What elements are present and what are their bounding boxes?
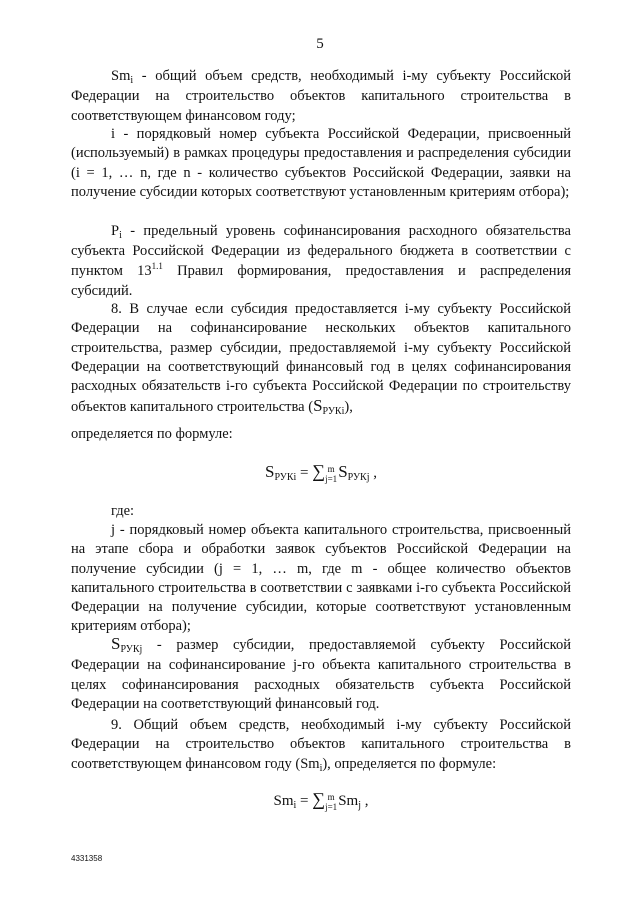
- formula2-lhs: Sm: [273, 793, 294, 809]
- clause-8-text-end: ),: [344, 399, 353, 416]
- clause-superscript: 1.1: [151, 260, 163, 271]
- where-text: где:: [111, 503, 135, 519]
- var-s-rukj-subscript: РУКj: [120, 644, 143, 655]
- var-sm-i-subscript: i: [319, 762, 323, 774]
- formula2-equals: =: [296, 793, 313, 809]
- formula1-sum-lower: j=1: [325, 473, 338, 484]
- var-sm: Sm: [111, 68, 131, 84]
- sm-definition-text: - общий объем средств, необходимый i-му субъекту Российской Федерации на строительство объектов капитального строительства в соответствующем финансовом году;: [71, 68, 571, 124]
- var-s: S: [313, 396, 323, 416]
- paragraph-i-definition: [71, 125, 571, 202]
- var-sm-subscript: i: [130, 75, 134, 86]
- formula1-end: ,: [369, 465, 377, 481]
- formula1-rhs-subscript: РУКj: [347, 472, 370, 483]
- formula2-end: ,: [360, 793, 369, 809]
- formula1-lhs: S: [264, 462, 275, 481]
- where-label: [71, 502, 571, 521]
- i-definition-text: i - порядковый номер субъекта Российской Федерации, присвоенный (используемый) в рамках процедуры предоставления и распределения субсидии (i = 1, … n, где n - количество субъектов Российской Федерации, заявки на получение субсидии которых соответствуют установленным критериям отбора);: [71, 126, 571, 200]
- formula-sm-i: [71, 790, 571, 812]
- pi-definition-text-a: - предельный уровень софинансирования расходного обязательства субъекта Российской Федерации из федерального бюджета в соответствии с пунктом 13: [71, 223, 571, 279]
- formula-s-ruki: [71, 462, 571, 484]
- var-sm-i: Sm: [300, 755, 320, 772]
- sum-icon: ∑: [312, 789, 326, 809]
- document-id: 4331358: [71, 854, 103, 863]
- formula1-sum-upper: m: [327, 463, 335, 474]
- clause-9-text-end: ), определяется по формуле:: [322, 755, 497, 772]
- paragraph-9: [71, 716, 571, 775]
- formula2-sum-lower: j=1: [325, 801, 338, 812]
- clause-8-formula-intro: определяется по формуле:: [71, 425, 233, 442]
- paragraph-j-definition: [71, 521, 571, 637]
- paragraph-sm-definition: [71, 67, 571, 126]
- paragraph-8: [71, 300, 571, 444]
- paragraph-pi-definition: [71, 222, 571, 301]
- var-p: P: [111, 223, 120, 239]
- formula2-rhs: Sm: [338, 793, 359, 809]
- sum-icon: ∑: [312, 461, 326, 481]
- formula2-sum-upper: m: [327, 791, 335, 802]
- page-number: 5: [316, 36, 324, 52]
- formula2-lhs-subscript: i: [293, 800, 297, 811]
- pi-definition-text-b: Правил формирования, предоставления и распределения субсидий.: [71, 262, 571, 299]
- var-s-subscript: РУКi: [322, 406, 345, 418]
- formula1-lhs-subscript: РУКi: [274, 472, 297, 483]
- formula2-rhs-subscript: j: [358, 800, 361, 811]
- j-definition-text: j - порядковый номер объекта капитального строительства, присвоенный на этапе сбора и обработки заявок субъектов Российской Федерации на получение субсидии (j = 1, … m, где m - общее количество объектов капитального строительства в соответствии с заявками i-го субъекта Российской Федерации на получение субсидии, которые соответствуют установленным критериям отбора);: [71, 522, 571, 635]
- clause-9-text: 9. Общий объем средств, необходимый i-му субъекту Российской Федерации на строительство объектов капитального строительства в соответствующем финансовом году (: [71, 717, 571, 772]
- var-p-subscript: i: [119, 230, 122, 241]
- clause-8-text: 8. В случае если субсидия предоставляется i-му субъекту Российской Федерации на софинансирование нескольких объектов капитального строительства, размер субсидии, предоставляемой i-му субъекту Российской Федерации на соответствующий финансовый год в целях софинансирования расходных обязательств i-го субъекта Российской Федерации по строительству объектов капитального строительства (: [71, 301, 571, 416]
- formula1-equals: =: [296, 465, 313, 481]
- s-rukj-definition-text: - размер субсидии, предоставляемой субъекту Российской Федерации на софинансирование j-го объекта капитального строительства в целях софинансирования расходных обязательств субъекта Российской Федерации на соответствующий финансовый год.: [71, 637, 571, 712]
- paragraph-s-rukj-definition: [71, 634, 571, 714]
- var-s-rukj: S: [111, 634, 121, 653]
- formula1-rhs: S: [338, 462, 348, 481]
